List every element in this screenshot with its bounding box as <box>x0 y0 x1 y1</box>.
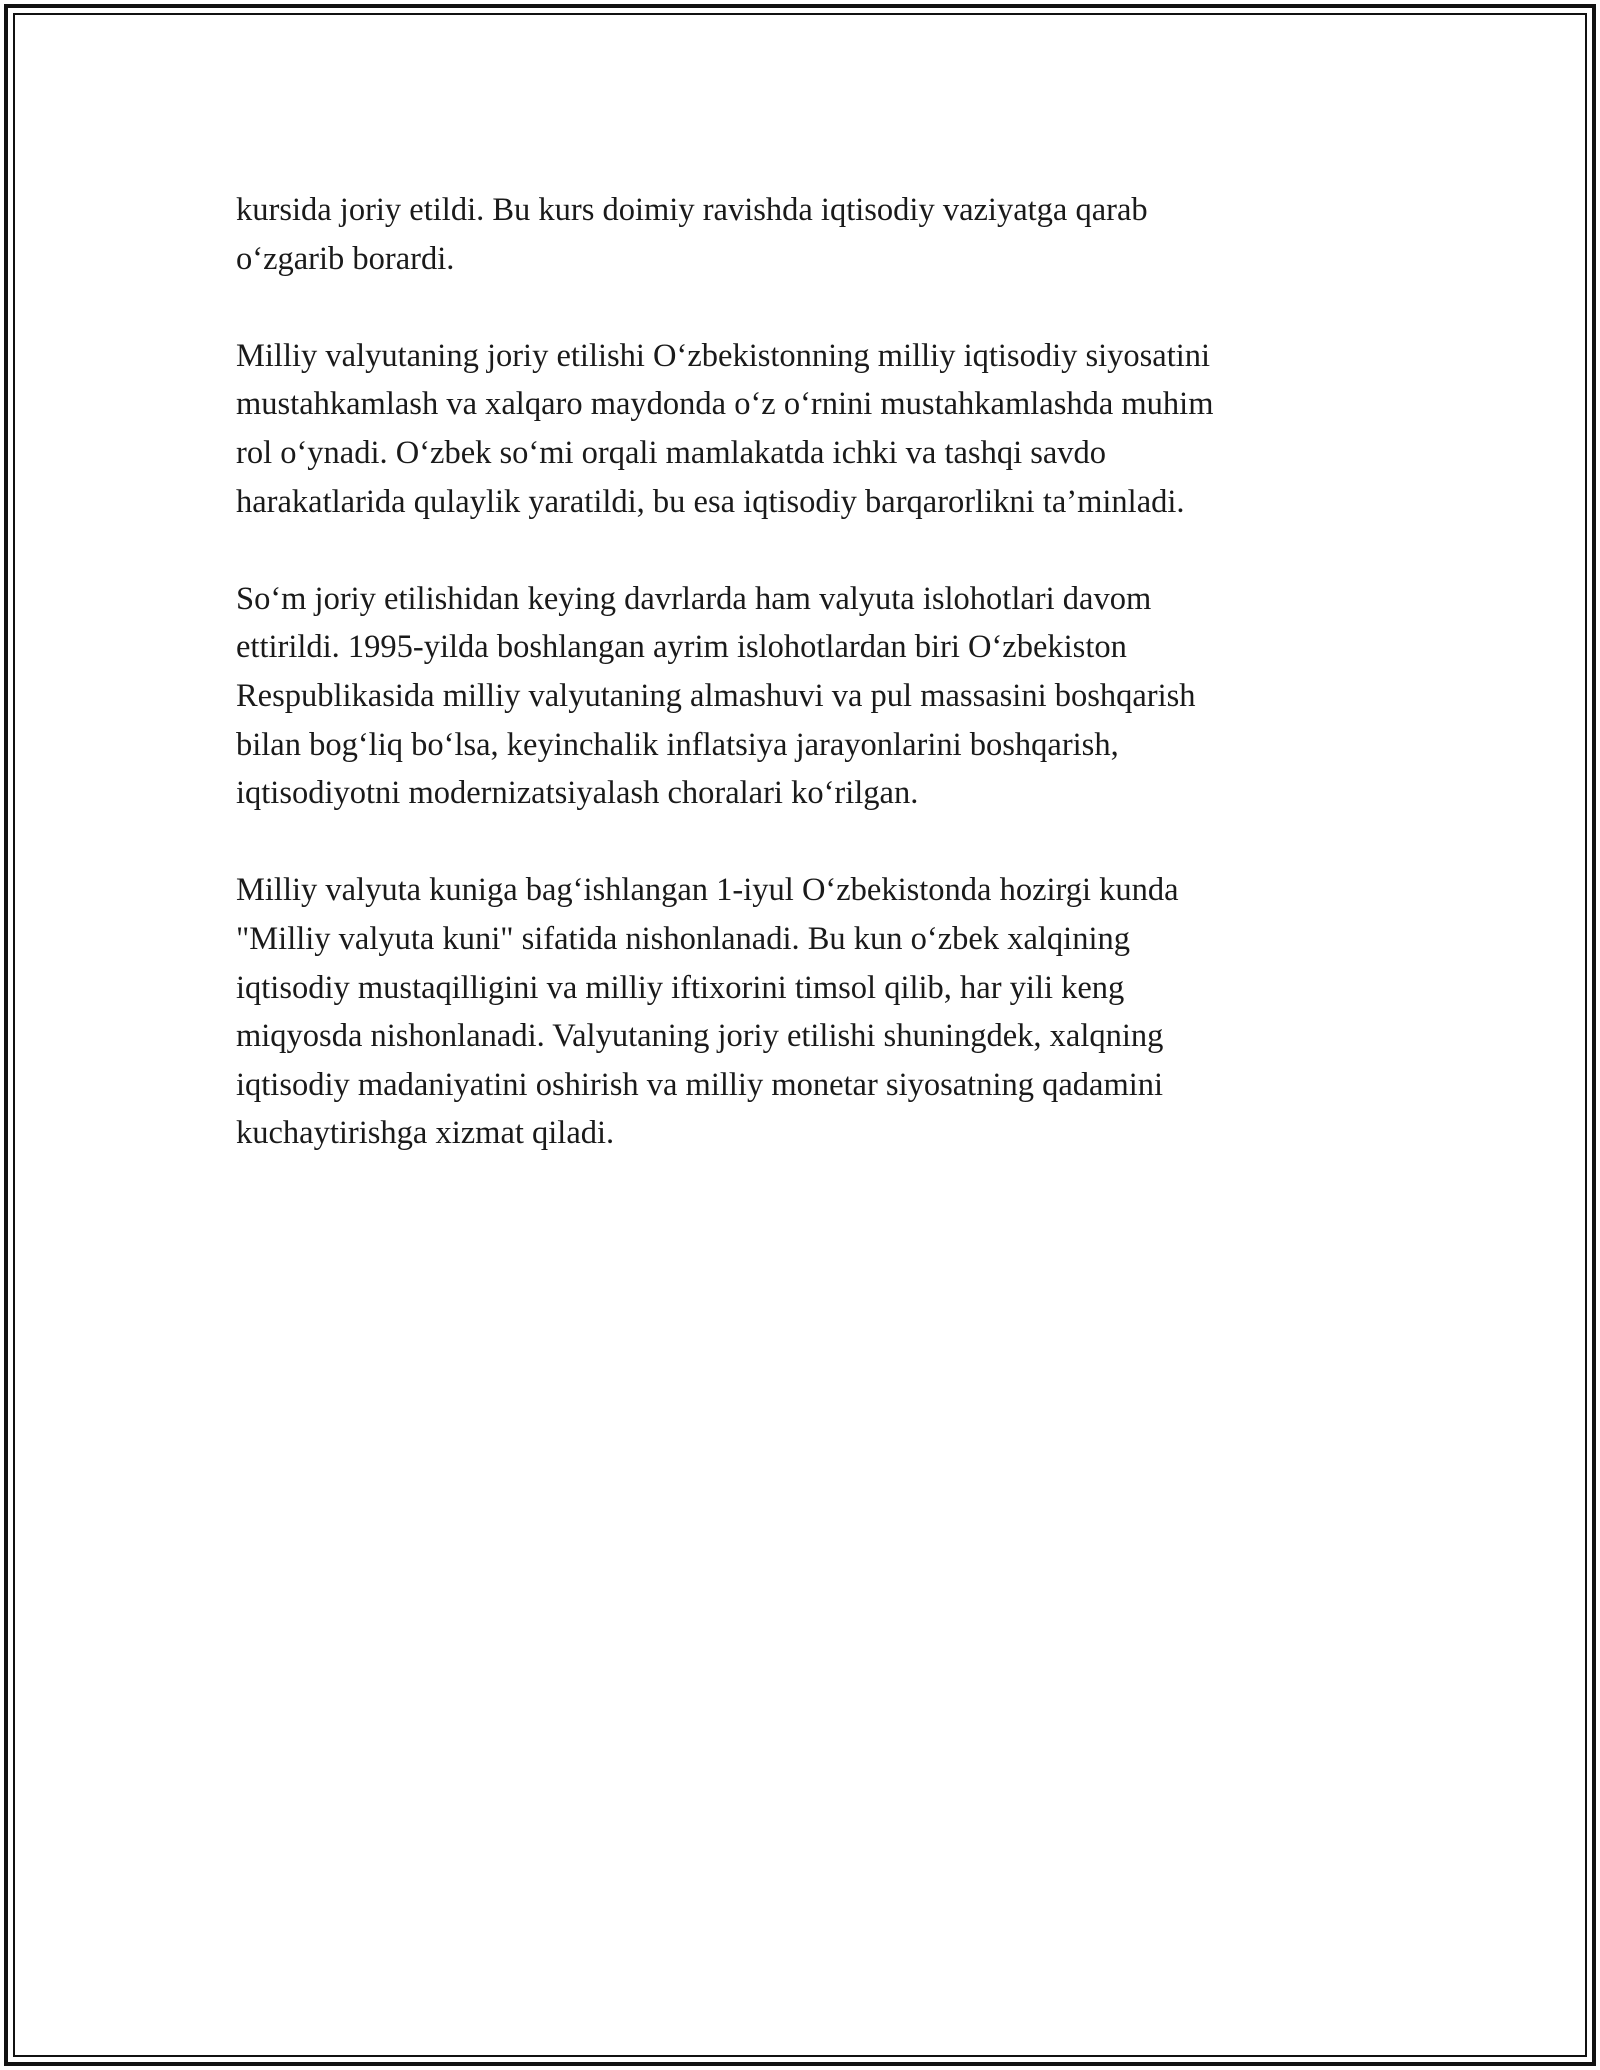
document-body <box>236 186 1364 1206</box>
paragraph-4: Milliy valyuta kuniga bag‘ishlangan 1-iyul O‘zbekistonda hozirgi kunda "Milliy valyuta kuni" sifatida nishonlanadi. Bu kun o‘zbek xalqining iqtisodiy mustaqilligini va milliy iftixorini timsol qilib, har yili keng miqyosda nishonlanadi. Valyutaning joriy etilishi shuningdek, xalqning iqtisodiy madaniyatini oshirish va milliy monetar siyosatning qadamini kuchaytirishga xizmat qiladi. <box>236 872 1179 1152</box>
paragraph-3: So‘m joriy etilishidan keying davrlarda ham valyuta islohotlari davom ettirildi. 1995-yilda boshlangan ayrim islohotlardan biri O‘zbekiston Respublikasida milliy valyutaning almashuvi va pul massasini boshqarish bilan bog‘liq bo‘lsa, keyinchalik inflatsiya jarayonlarini boshqarish, iqtisodiyotni modernizatsiyalash choralari ko‘rilgan. <box>236 580 1196 812</box>
paragraph-2: Milliy valyutaning joriy etilishi O‘zbekistonning milliy iqtisodiy siyosatini mustahkamlash va xalqaro maydonda o‘z o‘rnini mustahkamlashda muhim rol o‘ynadi. O‘zbek so‘mi orqali mamlakatda ichki va tashqi savdo harakatlarida qulaylik yaratildi, bu esa iqtisodiy barqarorlikni ta’minladi. <box>236 337 1214 520</box>
paragraph-1: kursida joriy etildi. Bu kurs doimiy ravishda iqtisodiy vaziyatga qarab o‘zgarib borardi. <box>236 192 1148 277</box>
